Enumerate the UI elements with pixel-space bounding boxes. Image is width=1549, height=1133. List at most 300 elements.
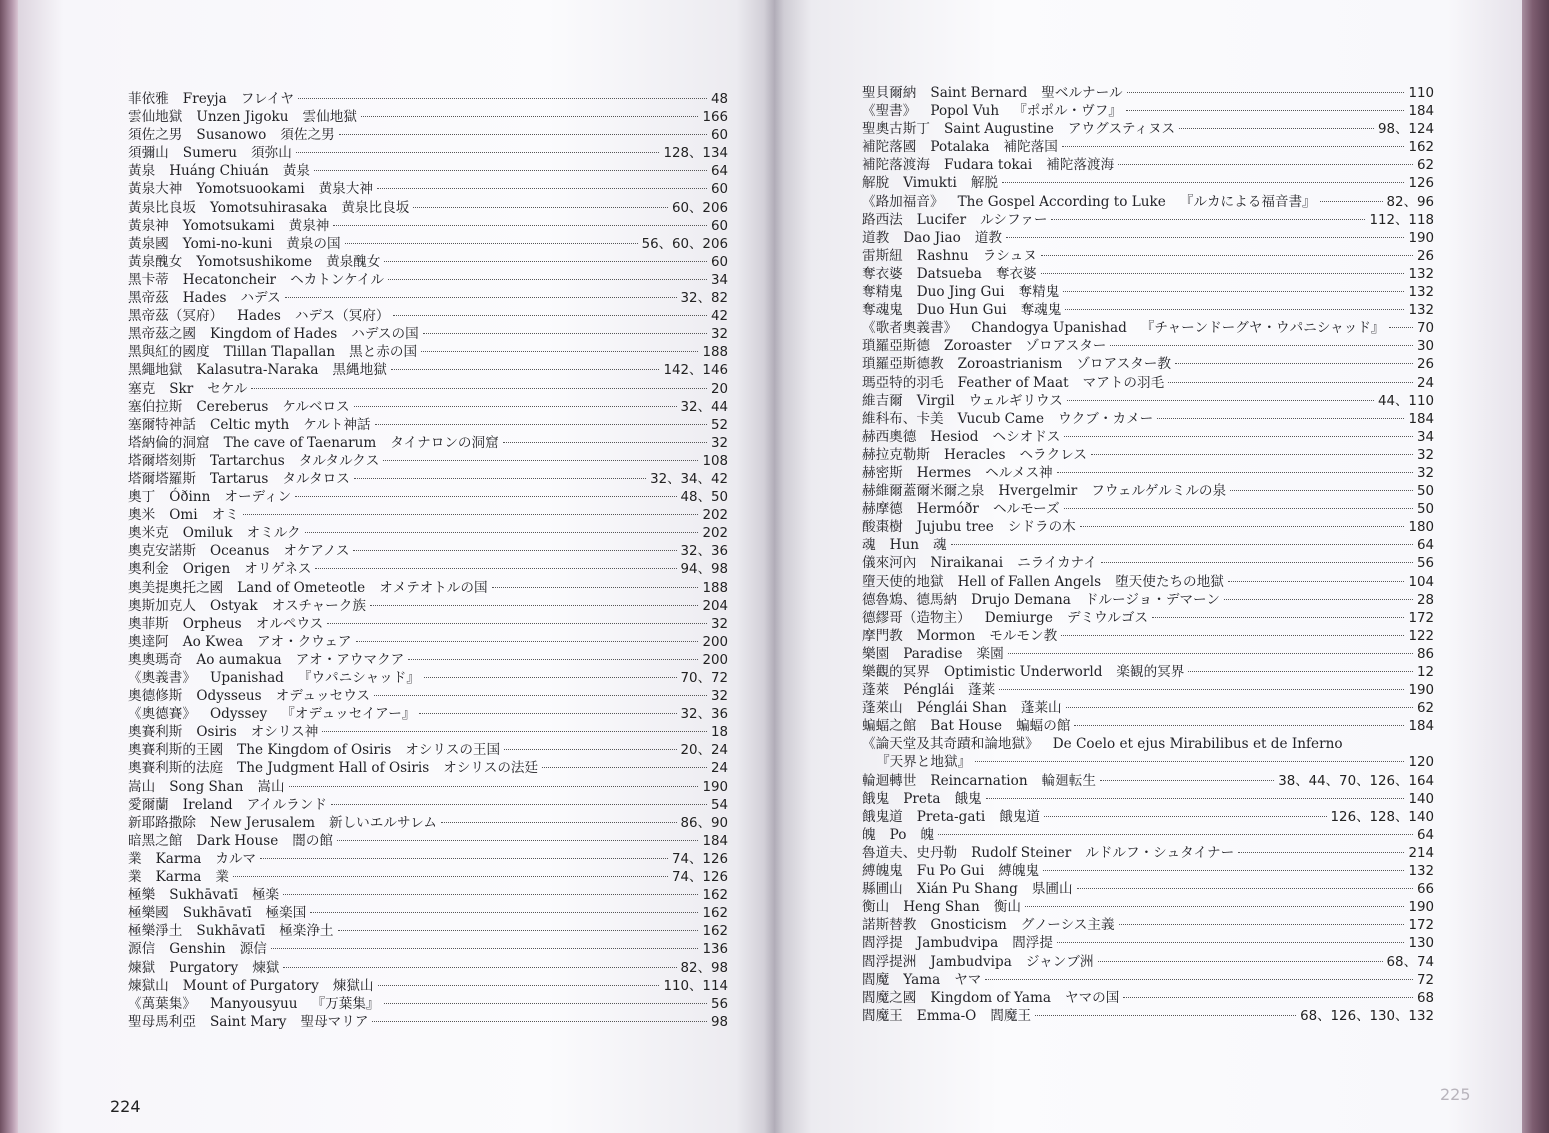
entry-term-japanese: フウェルゲルミルの泉 — [1091, 483, 1227, 500]
entry-term-english: Mount of Purgatory — [182, 977, 319, 994]
index-entry — [128, 977, 728, 995]
entry-page-numbers: 62 — [1416, 158, 1434, 174]
entry-term-english: Fudara tokai — [943, 157, 1033, 174]
index-entry — [128, 1013, 728, 1031]
entry-term-japanese: ウクブ・カメー — [1058, 410, 1154, 427]
index-entry — [128, 796, 728, 814]
entry-page-numbers: 24 — [1416, 375, 1434, 391]
dot-leader — [421, 351, 698, 352]
entry-term-chinese: 奪精鬼 — [862, 284, 903, 301]
entry-page-numbers: 66 — [1416, 882, 1434, 898]
dot-leader — [388, 279, 707, 280]
entry-page-numbers: 62 — [1416, 701, 1434, 717]
entry-term-english: Rashnu — [916, 247, 969, 264]
entry-term-english: Purgatory — [169, 959, 239, 976]
dot-leader — [1110, 345, 1413, 346]
index-entry — [862, 319, 1434, 337]
dot-leader — [975, 761, 1404, 762]
dot-leader — [408, 659, 698, 660]
entry-term-chinese: 《奧德賽》 — [128, 706, 196, 723]
entry-term-japanese: 楽園 — [976, 645, 1004, 662]
entry-page-numbers: 162 — [702, 924, 728, 940]
entry-term-japanese: 奪衣婆 — [995, 265, 1037, 282]
entry-page-numbers: 32 — [1416, 447, 1434, 463]
entry-term-english: Hvergelmir — [998, 483, 1078, 500]
index-entry — [128, 271, 728, 289]
dot-leader — [315, 568, 676, 569]
entry-term-chinese: 墮天使的地獄 — [862, 573, 944, 590]
entry-term-chinese: 輪迴轉世 — [862, 772, 917, 789]
entry-page-numbers: 132 — [1408, 864, 1434, 880]
entry-term-english: Zoroaster — [943, 338, 1012, 355]
index-entry — [862, 518, 1434, 536]
entry-term-english: Tartarus — [209, 470, 269, 487]
entry-term-english: Origen — [182, 561, 231, 578]
entry-term-chinese: 奧賽利斯的王國 — [128, 742, 224, 759]
entry-page-numbers: 50 — [1416, 502, 1434, 518]
entry-page-numbers: 60 — [710, 218, 728, 234]
dot-leader — [271, 948, 699, 949]
entry-term-english: Sumeru — [182, 145, 238, 162]
entry-page-numbers: 32 — [710, 435, 728, 451]
entry-page-numbers: 68 — [1416, 990, 1434, 1006]
entry-term-japanese: 新しいエルサレム — [328, 814, 437, 831]
entry-term-japanese: モルモン教 — [989, 627, 1058, 644]
entry-term-chinese: 塔納倫的洞窟 — [128, 434, 210, 451]
index-entry — [128, 542, 728, 560]
entry-term-chinese: 聖奧古斯丁 — [862, 121, 930, 138]
dot-leader — [1057, 942, 1404, 943]
dot-leader — [285, 297, 677, 298]
dot-leader — [999, 689, 1404, 690]
entry-page-numbers: 132 — [1408, 285, 1434, 301]
entry-term-chinese: 奧美提奧托之國 — [128, 579, 224, 596]
entry-term-chinese: 黃泉國 — [128, 235, 169, 252]
index-entry — [862, 247, 1434, 265]
entry-term-japanese: 『万葉集』 — [311, 995, 380, 1012]
entry-term-chinese: 煉獄 — [128, 959, 156, 976]
entry-term-japanese: 黄泉神 — [288, 217, 330, 234]
index-list-left — [128, 90, 728, 1031]
entry-term-english: Datsueba — [916, 265, 982, 282]
entry-term-english: Kalasutra-Naraka — [196, 362, 319, 379]
entry-term-japanese: オミルク — [246, 525, 301, 542]
entry-term-chinese: 愛爾蘭 — [128, 796, 169, 813]
entry-page-numbers: 56、60、206 — [641, 236, 728, 252]
entry-term-japanese: 『オデュッセイアー』 — [281, 706, 416, 723]
entry-page-numbers: 172 — [1408, 610, 1434, 626]
entry-term-chinese: 赫摩德 — [862, 501, 903, 518]
entry-page-numbers: 126 — [1408, 176, 1434, 192]
index-entry — [862, 500, 1434, 518]
dot-leader — [1320, 201, 1383, 202]
entry-term-chinese: 業 — [128, 869, 142, 886]
index-entry — [862, 753, 1434, 771]
entry-page-numbers: 32、36 — [680, 707, 728, 723]
entry-term-japanese: 堕天使たちの地獄 — [1115, 573, 1224, 590]
dot-leader — [243, 514, 699, 515]
dot-leader — [1152, 617, 1404, 618]
entry-term-japanese: 闇の館 — [292, 832, 334, 849]
entry-term-english: Fu Po Gui — [916, 863, 985, 880]
dot-leader — [337, 840, 698, 841]
entry-term-chinese: 蓬萊山 — [862, 700, 903, 717]
entry-term-chinese: 道教 — [862, 229, 890, 246]
entry-term-chinese: 源信 — [128, 941, 156, 958]
entry-term-chinese: 摩門教 — [862, 627, 903, 644]
entry-term-japanese: 蓬莱山 — [1020, 700, 1062, 717]
entry-page-numbers: 28 — [1416, 592, 1434, 608]
dot-leader — [938, 834, 1413, 835]
entry-term-japanese: アオ・アウマクア — [295, 651, 405, 668]
entry-page-numbers: 110、114 — [663, 978, 728, 994]
entry-term-english: Kingdom of Hades — [209, 326, 338, 343]
dot-leader — [1062, 146, 1405, 147]
entry-term-chinese: 極樂 — [128, 887, 156, 904]
entry-term-english: Yomotsukami — [182, 217, 275, 234]
entry-term-english: Hermóðr — [916, 501, 979, 518]
entry-term-chinese: 赫密斯 — [862, 464, 903, 481]
entry-term-japanese: ゾロアスター教 — [1076, 356, 1171, 373]
entry-term-english: New Jerusalem — [209, 814, 315, 831]
entry-page-numbers: 52 — [710, 417, 728, 433]
entry-term-chinese: 嵩山 — [128, 778, 156, 795]
entry-term-english: The cave of Taenarum — [223, 434, 377, 451]
entry-term-english: Potalaka — [930, 139, 990, 156]
entry-term-english: Freyja — [182, 91, 227, 107]
entry-term-japanese: セケル — [207, 380, 248, 397]
entry-term-japanese: ヤマ — [954, 971, 982, 988]
index-entry — [128, 904, 728, 922]
entry-page-numbers: 200 — [702, 652, 728, 668]
entry-term-japanese: 奪精鬼 — [1018, 284, 1060, 301]
index-entry — [862, 482, 1434, 500]
entry-term-english: Ao aumakua — [196, 651, 282, 668]
entry-term-japanese: オリゲネス — [244, 561, 312, 578]
entry-term-japanese: 解脱 — [970, 175, 998, 192]
entry-page-numbers: 98、124 — [1378, 122, 1434, 138]
entry-page-numbers: 64 — [710, 164, 728, 180]
entry-page-numbers: 120 — [1408, 755, 1434, 771]
index-entry — [128, 470, 728, 488]
entry-page-numbers: 32 — [1416, 465, 1434, 481]
entry-term-english: Ireland — [182, 796, 233, 813]
entry-page-numbers: 190 — [1408, 230, 1434, 246]
entry-page-numbers: 68、126、130、132 — [1300, 1008, 1434, 1024]
entry-term-japanese: 嵩山 — [257, 778, 285, 795]
dot-leader — [314, 170, 707, 171]
index-entry — [862, 120, 1434, 138]
index-entry — [862, 844, 1434, 862]
entry-term-japanese: オシリスの王国 — [405, 742, 501, 759]
entry-page-numbers: 166 — [702, 110, 728, 126]
index-entry — [128, 579, 728, 597]
entry-term-japanese: 蝙蝠の館 — [1016, 718, 1071, 735]
index-entry — [128, 886, 728, 904]
entry-term-english: Vucub Came — [957, 410, 1045, 427]
index-entry — [128, 289, 728, 307]
dot-leader — [289, 786, 699, 787]
entry-term-chinese: 衡山 — [862, 899, 890, 916]
entry-term-chinese: 黑帝茲之國 — [128, 326, 196, 343]
entry-term-japanese: 閻魔王 — [990, 1007, 1032, 1024]
index-entry — [128, 705, 728, 723]
entry-term-japanese: 補陀落渡海 — [1046, 157, 1115, 174]
entry-page-numbers: 162 — [702, 906, 728, 922]
entry-term-japanese: ヘルモーズ — [992, 501, 1060, 518]
entry-term-japanese: ケルト神話 — [303, 416, 371, 433]
entry-term-japanese: 須佐之男 — [280, 127, 335, 144]
entry-page-numbers: 82、98 — [680, 960, 728, 976]
index-entry — [862, 934, 1434, 952]
index-entry — [862, 808, 1434, 826]
dot-leader — [1100, 780, 1274, 781]
entry-term-japanese: ドルージョ・デマーン — [1084, 591, 1220, 608]
entry-term-english: Odysseus — [196, 688, 262, 705]
entry-term-chinese: 奧克安諾斯 — [128, 543, 196, 560]
dot-leader — [391, 369, 660, 370]
entry-term-english: Skr — [169, 380, 194, 397]
entry-term-japanese: ヘルメス神 — [985, 464, 1053, 481]
entry-term-chinese: 須佐之男 — [128, 127, 183, 144]
entry-term-english: Dao Jiao — [903, 229, 961, 246]
entry-term-japanese: 餓鬼 — [954, 790, 982, 807]
entry-term-english: Rudolf Steiner — [971, 844, 1072, 861]
entry-term-english: Reincarnation — [930, 772, 1028, 789]
entry-page-numbers: 24 — [710, 761, 728, 777]
dot-leader — [333, 225, 707, 226]
entry-term-english: Gnosticism — [930, 917, 1007, 934]
entry-term-english: Jambudvipa — [930, 953, 1012, 970]
entry-term-japanese: 衡山 — [993, 899, 1021, 916]
entry-term-english: Yomotsuookami — [196, 181, 305, 198]
index-entry — [128, 488, 728, 506]
index-entry — [128, 307, 728, 325]
index-entry — [862, 1007, 1434, 1025]
entry-term-chinese: 黑繩地獄 — [128, 362, 183, 379]
entry-page-numbers: 38、44、70、126、164 — [1278, 773, 1434, 789]
dot-leader — [1228, 581, 1405, 582]
entry-term-japanese: 業 — [215, 869, 229, 886]
entry-term-chinese: 縛魄鬼 — [862, 863, 903, 880]
entry-term-english: Pénglái Shan — [916, 700, 1007, 717]
entry-term-english: Sukhāvatī — [196, 923, 266, 940]
entry-term-english: Vimukti — [903, 175, 957, 192]
index-entry — [128, 669, 728, 687]
entry-term-english: Land of Ometeotle — [237, 579, 366, 596]
entry-term-chinese: 黑帝茲 — [128, 290, 169, 307]
entry-term-english: Sukhāvatī — [182, 905, 252, 922]
entry-term-japanese: ゾロアスター — [1025, 338, 1107, 355]
entry-page-numbers: 64 — [1416, 538, 1434, 554]
entry-page-numbers: 70、72 — [680, 671, 728, 686]
entry-term-japanese: 煉獄 — [252, 959, 280, 976]
dot-leader — [542, 767, 707, 768]
dot-leader — [374, 695, 707, 696]
dot-leader — [504, 749, 676, 750]
dot-leader — [361, 116, 699, 117]
index-entry — [862, 826, 1434, 844]
entry-term-chinese: 《路加福音》 — [862, 193, 944, 210]
dot-leader — [1175, 363, 1413, 364]
entry-term-english: Tartarchus — [209, 452, 285, 469]
index-entry — [862, 573, 1434, 591]
index-entry — [862, 464, 1434, 482]
entry-term-english: Song Shan — [169, 778, 244, 795]
entry-term-chinese: 黃泉比良坂 — [128, 199, 196, 216]
entry-page-numbers: 162 — [1408, 140, 1434, 156]
entry-term-english: Yama — [903, 971, 941, 988]
index-entry — [128, 361, 728, 379]
entry-term-japanese: シドラの木 — [1007, 519, 1076, 536]
entry-term-english: Mormon — [916, 627, 976, 644]
entry-term-chinese: 暗黑之館 — [128, 832, 183, 849]
entry-term-english: Chandogya Upanishad — [971, 320, 1127, 337]
entry-term-japanese: 奪魂鬼 — [1020, 302, 1062, 319]
index-entry — [862, 428, 1434, 446]
entry-term-japanese: オメテオトルの国 — [379, 579, 488, 596]
dot-leader — [331, 804, 707, 805]
dot-leader — [384, 261, 707, 262]
entry-term-chinese: 奧奧瑪奇 — [128, 651, 183, 668]
entry-term-japanese: 餓鬼道 — [999, 808, 1041, 825]
entry-term-english: Duo Hun Gui — [916, 302, 1007, 319]
entry-page-numbers: 204 — [702, 598, 728, 614]
dot-leader — [383, 460, 698, 461]
entry-term-chinese: 解脫 — [862, 175, 890, 192]
dot-leader — [419, 713, 676, 714]
entry-term-chinese: 魂 — [862, 537, 876, 554]
entry-page-numbers: 190 — [1408, 683, 1434, 699]
entry-page-numbers: 50 — [1416, 484, 1434, 500]
index-entry — [128, 759, 728, 777]
entry-term-japanese: 『天界と地獄』 — [876, 754, 972, 771]
entry-term-chinese: 煉獄山 — [128, 977, 169, 994]
dot-leader — [1008, 653, 1413, 654]
entry-term-japanese: ラシュヌ — [982, 247, 1037, 264]
entry-term-japanese: 輪廻転生 — [1041, 772, 1096, 789]
entry-term-chinese: 《萬葉集》 — [128, 995, 196, 1012]
entry-term-japanese: オケアノス — [283, 543, 350, 560]
dot-leader — [1064, 436, 1413, 437]
dot-leader — [1127, 92, 1405, 93]
entry-term-chinese: 奪衣婆 — [862, 265, 903, 282]
entry-term-japanese: 『ルカによる福音書』 — [1179, 193, 1316, 210]
index-entry — [128, 162, 728, 180]
index-entry — [128, 687, 728, 705]
index-entry — [862, 627, 1434, 645]
entry-term-english: Heracles — [943, 446, 1006, 463]
entry-term-japanese: 黄泉比良坂 — [341, 199, 410, 216]
entry-term-chinese: 奧德修斯 — [128, 688, 183, 705]
entry-term-chinese: 塞克 — [128, 380, 156, 397]
entry-term-english: Jambudvipa — [916, 935, 999, 952]
entry-term-english: Emma-O — [916, 1007, 977, 1024]
entry-page-numbers: 32、82 — [680, 291, 728, 307]
entry-page-numbers: 200 — [702, 634, 728, 650]
entry-term-english: The Gospel According to Luke — [957, 193, 1166, 210]
entry-term-chinese: 黑帝茲（冥府） — [128, 308, 224, 325]
entry-term-chinese: 諾斯替教 — [862, 917, 917, 934]
book-gutter — [764, 0, 784, 1133]
entry-page-numbers: 108 — [702, 453, 728, 469]
index-entry — [128, 778, 728, 796]
entry-term-japanese: 極楽 — [251, 887, 280, 904]
dot-leader — [322, 731, 707, 732]
entry-term-chinese: 奪魂鬼 — [862, 302, 903, 319]
entry-term-japanese: 黃泉 — [282, 163, 310, 180]
entry-term-japanese: グノーシス主義 — [1020, 917, 1115, 934]
entry-term-japanese: 魂 — [932, 537, 947, 554]
dot-leader — [492, 587, 699, 588]
dot-leader — [327, 623, 707, 624]
entry-page-numbers: 188 — [702, 345, 728, 361]
entry-term-chinese: 奧達阿 — [128, 633, 169, 650]
index-entry — [862, 301, 1434, 319]
entry-term-japanese: 閻浮提 — [1012, 935, 1053, 952]
index-entry — [862, 337, 1434, 355]
dot-leader — [378, 985, 660, 986]
entry-term-chinese: 德繆哥（造物主） — [862, 609, 971, 626]
entry-term-english: Xián Pu Shang — [916, 881, 1018, 898]
index-entry — [862, 971, 1434, 989]
entry-page-numbers: 32 — [710, 327, 728, 343]
dot-leader — [1041, 255, 1413, 256]
dot-leader — [1065, 309, 1404, 310]
entry-page-numbers: 68、74 — [1386, 954, 1434, 970]
entry-term-english: Lucifer — [916, 211, 967, 228]
entry-page-numbers: 86、90 — [680, 815, 728, 831]
entry-term-chinese: 瑣羅亞斯德 — [862, 338, 930, 355]
entry-term-english: Omi — [169, 507, 198, 524]
entry-term-japanese: 補陀落国 — [1003, 139, 1058, 156]
dot-leader — [1074, 725, 1404, 726]
entry-page-numbers: 60 — [710, 128, 728, 144]
index-entry — [128, 144, 728, 162]
entry-term-japanese: 極楽国 — [265, 905, 307, 922]
entry-term-chinese: 《聖書》 — [862, 103, 917, 120]
entry-term-chinese: 閻魔 — [862, 971, 890, 988]
index-entry — [862, 989, 1434, 1007]
dot-leader — [339, 134, 707, 135]
entry-term-english: Saint Augustine — [943, 121, 1054, 138]
index-entry — [128, 741, 728, 759]
entry-term-japanese: タイナロンの洞窟 — [390, 434, 499, 451]
entry-page-numbers: 74、126 — [672, 870, 728, 886]
entry-term-chinese: 閻魔之國 — [862, 989, 917, 1006]
entry-term-japanese: 魄 — [920, 826, 934, 843]
entry-term-japanese: 黒縄地獄 — [332, 362, 387, 379]
entry-term-chinese: 奧米克 — [128, 525, 169, 542]
entry-term-japanese: ハデス（冥府） — [294, 308, 390, 325]
dot-leader — [1098, 961, 1383, 962]
entry-term-chinese: 餓鬼道 — [862, 808, 903, 825]
entry-page-numbers: 140 — [1408, 791, 1434, 807]
dot-leader — [1002, 182, 1404, 183]
dot-leader — [1063, 291, 1404, 292]
entry-term-english: Orpheus — [182, 615, 242, 632]
dot-leader — [1025, 906, 1404, 907]
index-entry — [862, 663, 1434, 681]
index-entry — [128, 434, 728, 452]
entry-term-english: Yomi-no-kuni — [182, 235, 273, 252]
entry-term-japanese: ヘカトンケイル — [290, 271, 384, 288]
entry-term-chinese: 奧丁 — [128, 489, 156, 506]
entry-term-japanese: ケルベロス — [282, 398, 350, 415]
index-entry — [128, 180, 728, 198]
entry-term-japanese: ジャンブ洲 — [1025, 953, 1094, 970]
entry-term-english: Paradise — [903, 645, 963, 662]
